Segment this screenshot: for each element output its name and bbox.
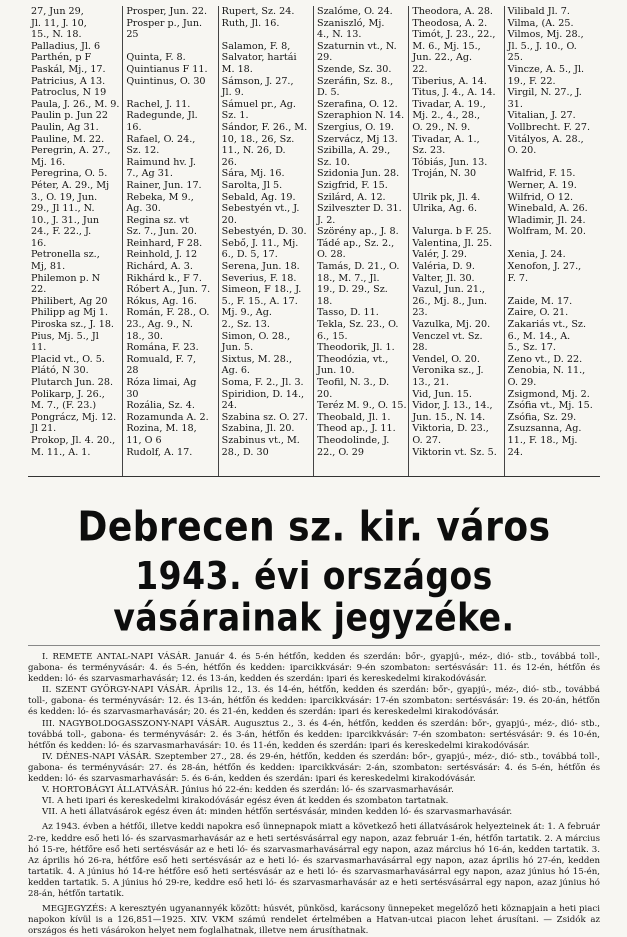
name-entry: Wladimir, Jl. 24. (507, 214, 586, 226)
name-entry: 18. (317, 295, 333, 307)
name-entry: Szilveszter D. 31. (317, 203, 402, 215)
divider (28, 645, 600, 646)
name-entry: F. 7. (507, 272, 529, 284)
name-entry: Zaide, M. 17. (507, 295, 573, 307)
name-entry: 7., Ag 31. (126, 168, 173, 180)
name-entry: 25. (507, 52, 523, 64)
name-entry: Petronella sz., (31, 249, 100, 261)
name-entry: Simon, O. 28., (221, 330, 291, 342)
name-entry: Román, F. 28., O. (126, 307, 210, 319)
name-entry: Jl 21. (31, 423, 57, 435)
name-entry: Szalóme, O. 24. (317, 6, 393, 17)
name-entry: Theobald, Jl. 1. (317, 411, 391, 423)
fair-item: III. NAGYBOLDOGASSZONY-NAPI VÁSÁR. Augusztus 2., 3. és 4-én, hétfőn, kedden és szerdán: bőr-, gyapjú-, méz-, dió- stb., továbbá toll-, gabona- és terményvásár: 2. és 3-án, hétfőn és kedden: iparcikkvásár: 7-én szombaton: sertésvásár: 9. és 10-én, hétfőn és kedden: ló- és szarvasmarhavásár: 10. és 11-én, kedden és szerdán: ipari és kereskedelmi kirakodóvásár. (28, 718, 600, 751)
name-column-2 (123, 6, 218, 476)
fair-item: VII. A heti állatvásárok egész éven át: minden hétfőn sertésvásár, minden kedden ló- és szarvasmarhavásár. (42, 807, 513, 818)
name-entry: 25 (126, 29, 139, 41)
name-entry: Quintianus F 11. (126, 63, 208, 75)
name-entry: 11., F. 18., Mj. (507, 434, 578, 446)
name-entry: Zsófia vt., Mj. 15. (507, 400, 593, 412)
name-entry: Jun. 22., Ag. (412, 52, 473, 64)
name-entry: O. 27. (412, 434, 441, 446)
name-entry (126, 87, 214, 99)
name-entry: M. 6., Mj. 15., (412, 40, 481, 52)
name-entry: Reinhard, F 28. (126, 237, 203, 249)
name-entry: Philibert, Ag 20 (31, 295, 108, 307)
name-entry: Vazulka, Mj. 20. (412, 319, 491, 331)
name-entry: Róbert A., Jun. 7. (126, 284, 211, 296)
name-entry: Zeno vt., D. 22. (507, 353, 583, 365)
name-entry: Piroska sz., J. 18. (31, 319, 114, 331)
name-entry: Theodolinde, J. (317, 434, 390, 446)
remark: MEGJEGYZÉS: A keresztyén ugyanannyék között: húsvét, pünkösd, karácsony ünnepeket megelőző heti köznapjain a heti piaci napokon kívül is a 126,851—1925. XIV. VKM számú rendelet értelmében a Hatvan-utcai piacon lehet árusítani. — Zsidók az országos és heti vásárokon helyet nem foglalhatnak, illetve nem árusíthatnak. (28, 904, 600, 937)
name-entry: Theodózia, vt., (317, 353, 389, 365)
name-entry: Theodosa, A. 2. (412, 17, 488, 29)
name-entry: Troján, N. 30 (412, 168, 477, 180)
fair-item: VI. A heti ipari és kereskedelmi kirakodóvásár egész éven át kedden és szombaton tartatnak. (42, 796, 449, 807)
name-entry: Wolfram, M. 20. (507, 226, 586, 238)
name-entry: Plátó, N 30. (31, 365, 89, 377)
name-entry: Rainer, Jun. 17. (126, 179, 202, 191)
name-entry: Peregrin, A. 27., (31, 145, 111, 157)
name-entry: 5., F. 15., A. 17. (221, 295, 298, 307)
name-entry: Peregrina, O. 5. (31, 168, 108, 180)
name-entry: Jun. 5. (221, 342, 254, 354)
name-column-6 (505, 6, 600, 476)
name-entry: Sámuel pr., Ag. (221, 98, 296, 110)
name-entry: Vazul, Jun. 21., (412, 284, 486, 296)
name-entry: Sebestyén vt., J. (221, 203, 300, 215)
heading-city: Debrecen sz. kir. város (77, 503, 551, 551)
name-entry: M. 18. (221, 63, 253, 75)
name-entry (412, 215, 500, 227)
name-entry: Salvator, hartái (221, 52, 297, 64)
name-entry: Sebő, J. 11., Mj. (221, 237, 299, 249)
name-entry: 6., M. 14., A. (507, 330, 571, 342)
name-entry: Tekla, Sz. 23., O. (317, 319, 399, 331)
name-entry: Sz. 23. (412, 145, 446, 157)
name-entry: 19., D. 29., Sz. (317, 284, 388, 296)
name-entry: Vilma, (A. 25. (507, 17, 574, 29)
name-entry: Pius, Mj. 5., Jl (31, 330, 99, 342)
name-entry: Mj. 9., Ag. (221, 307, 272, 319)
name-entry: 18., 30. (126, 330, 163, 342)
name-entry: Xenofon, J. 27., (507, 261, 582, 273)
name-entry: Paula, J. 26., M. 9. (31, 98, 120, 110)
name-entry: Péter, A. 29., Mj (31, 179, 110, 191)
name-entry: 5., Sz. 17. (507, 342, 556, 354)
name-entry: Sz. 1. (221, 110, 249, 122)
name-entry: Patricius, A 13. (31, 75, 106, 87)
name-entry: Teofil, N. 3., D. (317, 377, 390, 388)
name-entry: Szergius, O. 19. (317, 121, 394, 133)
name-entry: Ag. 30. (126, 203, 161, 215)
name-entry: 27, Jun 29, (31, 6, 84, 17)
name-entry: 26., Mj. 8., Jun. (412, 295, 488, 307)
name-entry: Sz. 7., Jun. 20. (126, 226, 197, 238)
name-entry: Ulrik pk, Jl. 4. (412, 191, 481, 203)
name-entry: Valter, Jl. 30. (412, 272, 475, 284)
name-entry: Szörény ap., J. 8. (317, 226, 399, 238)
name-entry: Szeráfin, Sz. 8., (317, 75, 394, 87)
name-entry: Rókus, Ag. 16. (126, 295, 197, 307)
name-entry: Sarolta, Jl 5. (221, 179, 283, 191)
name-entry: Valéria, D. 9. (412, 261, 475, 273)
name-entry: Pongrácz, Mj. 12. (31, 411, 117, 423)
name-entry: Placid vt., O. 5. (31, 353, 105, 365)
name-entry: Philemon p. N (31, 272, 101, 284)
name-entry: Sz. 12. (126, 145, 160, 157)
name-entry: 26. (221, 156, 237, 168)
name-entry: Zenobia, N. 11., (507, 365, 586, 377)
name-entry: 20. (317, 388, 333, 400)
name-entry: Viktoria, D. 23., (412, 423, 489, 435)
name-entry (508, 157, 597, 169)
name-entry: Vilibald Jl. 7. (507, 6, 570, 17)
name-entry: Jl. 5., J. 10., O. (507, 40, 577, 52)
name-entry: Jl. 11, J. 10, (31, 17, 87, 29)
name-entry: Sebestyén, D. 30. (221, 226, 307, 238)
name-entry: 6., 15. (317, 330, 348, 342)
name-entry: 30 (126, 388, 139, 400)
name-entry: 28. (412, 342, 428, 354)
name-entry: Vid, Jun. 15. (412, 388, 472, 400)
name-column-1 (28, 6, 123, 476)
name-entry: Virgil, N. 27., J. (507, 87, 582, 99)
name-entry: Simeon, F 18., J. (221, 284, 302, 296)
name-entry: Richárd, A. 3. (126, 261, 193, 273)
name-entry: 22. (412, 63, 428, 75)
name-entry: Szabina sz. O. 27. (221, 411, 308, 423)
relocation-note: Az 1943. évben a hétfői, illetve keddi napokra eső ünnepnapok miatt a következő heti állatvásárok helyezteinek át: 1. A február 2-re, keddre eső heti ló- és szarvasmarhavásár az e heti sertésvásárral egy napon, azaz február 1-én, hétfőn tartatik. 2. A március hó 15-re, hétfőre eső heti sertésvásár az e heti ló- és szarvasmarhavásárral egy napon, azaz március hó 16-án, kedden tartatik. 3. Az április hó 26-ra, hétfőre eső heti sertésvásár az e heti ló- és szarvasmarhavásárral egy napon, azaz április hó 27-én, kedden tartatik. 4. A június hó 14-re hétfőre eső heti sertésvásár az e heti ló- és szarvasmarhavásárral egy napon, azaz június hó 15-én, kedden tartatik. 5. A június hó 29-re, keddre eső heti ló- és szarvasmarhavásár az e heti sertésvásárral egy napon, azaz június hó 28-án, hétfőn tartatik. (28, 822, 600, 899)
name-entry: Werner, A. 19. (507, 179, 577, 191)
name-entry: 11., N. 26, D. (221, 145, 286, 157)
name-entry: 10, 18., 26, Sz. (221, 133, 295, 145)
name-entry: Winebald, A. 26. (507, 203, 588, 215)
name-entry: Theodora, A. 28. (412, 6, 493, 17)
name-entry: Parthén, p F (31, 52, 92, 64)
name-entry: 15., N. 18. (31, 29, 82, 41)
name-entry: Wilfrid, O 12. (507, 191, 574, 203)
name-entry: Sára, Mj. 16. (221, 168, 285, 180)
name-entry: Palladius, Jl. 6 (31, 40, 101, 52)
fair-list (28, 652, 600, 937)
name-entry: Polikarp, J. 26., (31, 388, 105, 400)
name-entry: Philipp ag Mj 1. (31, 307, 109, 319)
name-entry: Szabina, Jl. 20. (221, 423, 295, 435)
name-entry: Ulrika, Ag. 6. (412, 203, 478, 215)
name-entry: Rebeka, M 9., (126, 191, 194, 203)
fair-item: V. HORTOBÁGYI ÁLLATVÁSÁR. Június hó 22-én: kedden és szerdán: ló- és szarvasmarhavásár. (42, 785, 454, 796)
name-entry: Plutarch Jun. 28. (31, 377, 114, 388)
name-entry: Timót, J. 23., 22., (412, 29, 496, 41)
name-entry: Xenia, J. 24. (507, 249, 566, 261)
name-entry: Szidonia Jun. 28. (317, 168, 400, 180)
name-entry: Paskál, Mj., 17. (31, 63, 106, 75)
name-entry: Prosper, Jun. 22. (126, 6, 208, 17)
name-entry: Jun. 15., N. 14. (412, 411, 486, 423)
name-entry: Vincze, A. 5., Jl. (507, 63, 585, 75)
name-entry: O. 29., N. 9. (412, 121, 471, 133)
page (28, 6, 600, 937)
name-column-4 (314, 6, 409, 476)
name-entry: Zsuzsanna, Ag. (507, 423, 582, 435)
name-entry: Mj. 16. (31, 156, 66, 168)
name-entry: Zsófia, Sz. 29. (507, 411, 577, 423)
name-entry: 16. (126, 121, 142, 133)
name-entry: Teréz M. 9., O. 15. (317, 400, 407, 412)
name-entry: Salamon, F. 8, (221, 40, 291, 52)
name-entry: Severius, F. 18. (221, 272, 297, 284)
name-entry: 24. (507, 446, 523, 458)
name-entry: Tivadar, A. 19., (412, 98, 486, 110)
name-entry: O. 29. (507, 377, 537, 388)
name-entry: Tóbiás, Jun. 13. (412, 156, 488, 168)
name-entry (412, 180, 500, 192)
name-entry: D. 5. (317, 87, 340, 99)
name-entry: 28., D. 30 (221, 446, 269, 458)
name-entry: Serena, Jun. 18. (221, 261, 300, 273)
name-entry: Sámson, J. 27., (221, 75, 294, 87)
name-entry: 20. (221, 214, 237, 226)
name-entry: Ag. 6. (221, 365, 250, 377)
name-entry: Patroclus, N 19 (31, 87, 107, 99)
name-entry: 16. (31, 237, 47, 249)
name-entry: J. 2. (317, 214, 336, 226)
name-entry: O. 20. (507, 145, 537, 157)
name-entry: Sándor, F. 26., M. (221, 121, 308, 133)
name-entry: Quinta, F. 8. (126, 52, 186, 64)
name-entry: Szervácz, Mj 13. (317, 133, 398, 145)
name-entry: Paulin p. Jun 22 (31, 110, 108, 122)
name-entry: Szende, Sz. 30. (317, 63, 392, 75)
name-entry: 6., D. 5, 17. (221, 249, 278, 261)
name-entry: 23., Ag. 9., N. (126, 319, 193, 331)
name-entry: 24., F. 22., J. (31, 226, 92, 238)
name-entry: 18., M. 7., Jl. (317, 272, 380, 284)
name-entry: 29. (317, 52, 333, 64)
name-entry: Theod ap., J. 11. (317, 423, 396, 435)
name-entry: Tádé ap., Sz. 2., (317, 237, 395, 249)
name-entry: Szabinus vt., M. (221, 434, 300, 446)
name-entry: Valentina, Jl. 25. (412, 237, 493, 249)
name-entry: Tiberius, A. 14. (412, 75, 487, 87)
name-entry: Walfrid, F. 15. (507, 168, 576, 180)
name-day-table (28, 6, 600, 477)
name-entry: 19., F. 22. (507, 75, 556, 87)
name-entry: 10., J. 31., Jun (31, 214, 100, 226)
name-entry: Szaniszló, Mj. (317, 17, 385, 29)
name-entry: Regina sz. vt (126, 214, 189, 226)
name-entry: 11. (31, 342, 47, 354)
name-entry: Zakariás vt., Sz. (507, 319, 587, 331)
name-entry: Valurga. b F. 25. (412, 226, 492, 238)
name-entry: 11, O 6 (126, 434, 162, 446)
name-entry: Vidor, J. 13., 14., (412, 400, 493, 412)
name-entry: Rozália, Sz. 4. (126, 400, 195, 412)
name-entry: 28 (126, 365, 139, 377)
name-entry: Szeraphion N. 14. (317, 110, 405, 122)
name-entry (508, 284, 597, 296)
name-entry: Jl. 9. (221, 87, 244, 99)
name-entry: Tivadar, A. 1., (412, 133, 480, 145)
name-entry: Prosper p., Jun. (126, 17, 203, 29)
name-entry: Szibilla, A. 29., (317, 145, 391, 157)
name-entry: Theodorik, Jl. 1. (317, 342, 395, 354)
name-entry: Spiridion, D. 14., (221, 388, 305, 400)
name-entry (222, 29, 310, 41)
name-entry: Zaire, O. 21. (507, 307, 569, 319)
name-entry: Quintinus, O. 30 (126, 75, 206, 87)
name-entry: Valér, J. 29. (412, 249, 467, 261)
name-entry: Tasso, D. 11. (317, 307, 379, 319)
name-entry: Vitalian, J. 27. (507, 110, 576, 122)
name-entry: Reinhold, J. 12 (126, 249, 198, 261)
name-entry: Mj. 2., 4., 28., (412, 110, 481, 122)
name-entry: Rudolf, A. 17. (126, 446, 193, 458)
name-entry: 22., O. 29 (317, 446, 364, 458)
fair-item: IV. DÉNES-NAPI VÁSÁR. Szeptember 27., 28. és 29-én, hétfőn, kedden és szerdán: bőr-, gyapjú-, méz-, dió- stb., továbbá toll-, gabona- és terményvásár: 27. és 28-án, hétfőn és kedden: iparcikkvásár: 2-án, szombaton: sertésvásár: 4. és 5-én, hétfőn és kedden: ló- és szarvasmarhavásár: 5. és 6-án, kedden és szerdán: ipari és kereskedelmi kirakodóvásár. (28, 751, 600, 785)
name-entry: Rachel, J. 11. (126, 98, 191, 110)
name-entry: 3., O. 19, Jun. (31, 191, 98, 203)
name-entry: M. 7., (F. 23.) (31, 400, 97, 412)
name-entry: Raimund hv. J. (126, 156, 196, 168)
name-entry: 13., 21. (412, 377, 449, 388)
name-entry: Sebald, Ag. 19. (221, 191, 296, 203)
name-entry: 4., N. 13. (317, 29, 362, 41)
name-column-3 (219, 6, 314, 476)
name-entry: Rafael, O. 24., (126, 133, 196, 145)
name-entry: Rupert, Sz. 24. (221, 6, 295, 17)
name-entry: Soma, F. 2., Jl. 3. (221, 377, 304, 388)
name-entry: Zsigmond, Mj. 2. (507, 388, 590, 400)
name-entry: Pauline, M. 22. (31, 133, 105, 145)
name-entry: 29., Jl 11., N. (31, 203, 95, 215)
name-entry: Venczel vt. Sz. (412, 330, 483, 342)
name-entry: Rozina, M. 18, (126, 423, 197, 435)
name-entry: 22. (31, 284, 47, 296)
name-column-5 (409, 6, 504, 476)
name-entry (508, 238, 597, 250)
name-entry: Mj, 81. (31, 261, 66, 273)
name-entry: Sixtus, M. 28., (221, 353, 292, 365)
name-entry: 24. (221, 400, 237, 412)
name-entry: Vendel, O. 20. (412, 353, 480, 365)
name-entry: Paulin, Ag 31. (31, 121, 99, 133)
name-entry: Róza limai, Ag (126, 377, 197, 388)
name-entry: Romuald, F. 7, (126, 353, 197, 365)
name-entry: Rozamunda A. 2. (126, 411, 209, 423)
name-entry: Veronika sz., J. (412, 365, 484, 377)
name-entry: Tamás, D. 21., O. (317, 261, 400, 273)
name-entry: Vilmos, Mj. 28., (507, 29, 584, 41)
name-entry: 23. (412, 307, 428, 319)
fair-item: I. REMETE ANTAL-NAPI VÁSÁR. Január 4. és 5-én hétfőn, kedden és szerdán: bőr-, gyapjú-, méz-, dió- stb., továbbá toll-, gabona- és terményvásár: 4. és 5-én, hétfőn és kedden: iparcikkvásár: 9-én szombaton: sertésvásár: 11. és 12-én, hétfőn és kedden: ló- és szarvasmarhavásár; 12. és 13-án, kedden és szerdán: ipari és kereskedelmi kirakodóvásár. (28, 652, 600, 685)
name-entry: Vitályos, A. 28., (507, 133, 584, 145)
name-entry: Szigfrid, F. 15. (317, 179, 388, 191)
name-entry: Prokop, Jl. 4. 20., (31, 434, 116, 446)
name-entry (126, 41, 214, 53)
name-entry: Szilárd, A. 12. (317, 191, 386, 203)
name-entry: Vollbrecht. F. 27. (507, 121, 591, 133)
name-entry: Radegunde, Jl. (126, 110, 198, 122)
name-entry: Rikhárd k., F 7. (126, 272, 202, 284)
name-entry: Sz. 10. (317, 156, 350, 168)
name-entry: Viktorin vt. Sz. 5. (412, 446, 497, 458)
fair-item: II. SZENT GYÖRGY-NAPI VÁSÁR. Április 12., 13. és 14-én, hétfőn, kedden és szerdán: bőr-, gyapjú-, méz-, dió- stb., továbbá toll-, gabona- és terményvásár: 12. és 13-án, hétfőn és kedden: iparcikkvásár: 17-én szombaton: sertésvásár: 19. és 20-án, hétfőn és kedden: ló- és szarvasmarhavásár; 20. és 21-én, kedden és szerdán: ipari és kereskedelmi kirakodóvásár. (28, 685, 600, 718)
heading-fairs-year: 1943. évi országos vásárainak jegyzéke. (113, 553, 515, 640)
name-entry: Jun. 10. (317, 365, 355, 377)
name-entry: O. 28. (317, 249, 346, 261)
name-entry: Ruth, Jl. 16. (221, 17, 280, 29)
name-entry: M. 11., A. 1. (31, 446, 91, 458)
name-entry: Szerafina, O. 12. (317, 98, 398, 110)
name-entry: Romána, F. 23. (126, 342, 199, 354)
name-entry: Szaturnin vt., N. (317, 40, 397, 52)
name-entry: Titus, J. 4., A. 14. (412, 87, 496, 99)
name-entry: 2., Sz. 13. (221, 319, 270, 331)
name-entry: 31. (507, 98, 523, 110)
